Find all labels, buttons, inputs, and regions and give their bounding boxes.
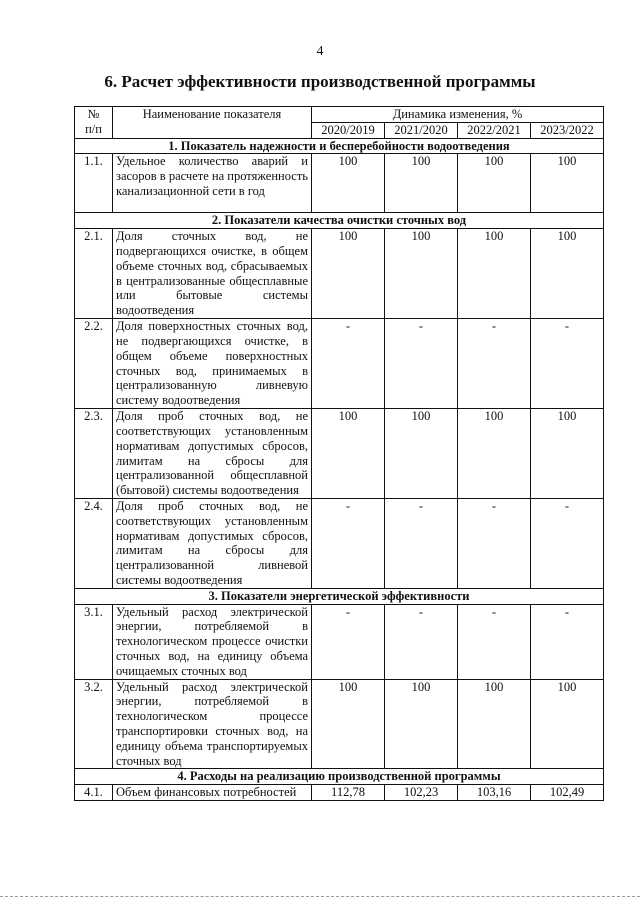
row-number: 2.3. [75,409,113,499]
section-title: 6. Расчет эффективности производственной программы [104,72,536,91]
dynamics-value: - [312,498,385,588]
dynamics-value: - [458,604,531,679]
dynamics-value: - [312,319,385,409]
row-number: 2.4. [75,498,113,588]
table-row [75,154,604,213]
dynamics-value: 102,23 [385,785,458,801]
page-number: 4 [316,44,324,59]
dynamics-value: 100 [385,154,458,213]
dynamics-value: 100 [312,229,385,319]
section-title: 2. Показатели качества очистки сточных вод [75,213,604,229]
dynamics-value: 100 [385,679,458,769]
dynamics-value: - [458,498,531,588]
dynamics-value: - [531,498,604,588]
section-row [75,588,604,604]
section-row [75,138,604,154]
table-row [75,785,604,801]
table-row [75,604,604,679]
indicator-name: Доля проб сточных вод, не соответствующих установленным нормативам допустимых сбросов, лимитам на сбросы для централизованной ливневой системы водоотведения [113,498,312,588]
dynamics-value: 100 [531,229,604,319]
row-number: 1.1. [75,154,113,213]
header-dynamics: Динамика изменения, % [312,107,604,123]
indicator-name: Удельный расход электрической энергии, потребляемой в технологическом процессе очистки сточных вод, на единицу объема очищаемых сточных вод [113,604,312,679]
table-row [75,229,604,319]
dynamics-value: 100 [458,229,531,319]
dynamics-value: - [531,604,604,679]
header-year: 2022/2021 [458,122,531,138]
dynamics-value: 100 [531,679,604,769]
header-year: 2021/2020 [385,122,458,138]
indicator-name: Удельный расход электрической энергии, потребляемой в технологическом процессе транспортировки сточных вод, на единицу объема транспортируемых сточных вод [113,679,312,769]
header-name: Наименование показателя [113,107,312,139]
table-header [75,107,604,139]
dynamics-value: 100 [458,154,531,213]
indicator-name: Доля сточных вод, не подвергающихся очистке, в общем объеме сточных вод, сбрасываемых в централизованные общесплавные или бытовые системы водоотведения [113,229,312,319]
dynamics-value: 100 [458,409,531,499]
table-row [75,498,604,588]
row-number: 4.1. [75,785,113,801]
dynamics-value: 100 [385,409,458,499]
section-row [75,769,604,785]
dynamics-value: 100 [531,409,604,499]
dynamics-value: - [385,498,458,588]
section-title: 4. Расходы на реализацию производственной программы [75,769,604,785]
dynamics-value: - [531,319,604,409]
row-number: 3.1. [75,604,113,679]
table-body [75,138,604,800]
row-number: 3.2. [75,679,113,769]
header-year: 2023/2022 [531,122,604,138]
dynamics-value: - [385,319,458,409]
dynamics-value: - [458,319,531,409]
dynamics-value: 100 [312,409,385,499]
header-year: 2020/2019 [312,122,385,138]
indicator-name: Объем финансовых потребностей [113,785,312,801]
dynamics-value: 112,78 [312,785,385,801]
indicator-name: Удельное количество аварий и засоров в расчете на протяженность канализационной сети в год [113,154,312,213]
dynamics-value: 100 [385,229,458,319]
dynamics-value: - [312,604,385,679]
table-row [75,679,604,769]
dynamics-value: 100 [312,679,385,769]
scan-edge [0,896,640,897]
row-number: 2.1. [75,229,113,319]
dynamics-value: - [385,604,458,679]
efficiency-table [74,106,604,801]
section-row [75,213,604,229]
dynamics-value: 100 [531,154,604,213]
dynamics-value: 102,49 [531,785,604,801]
dynamics-value: 103,16 [458,785,531,801]
indicator-name: Доля проб сточных вод, не соответствующих установленным нормативам допустимых сбросов, лимитам на сбросы для централизованной общесплавной (бытовой) системы водоотведения [113,409,312,499]
header-num: № п/п [75,107,113,139]
section-title: 3. Показатели энергетической эффективности [75,588,604,604]
section-title: 1. Показатель надежности и бесперебойности водоотведения [75,138,604,154]
row-number: 2.2. [75,319,113,409]
indicator-name: Доля поверхностных сточных вод, не подвергающихся очистке, в общем объеме поверхностных сточных вод, принимаемых в централизованную ливневую систему водоотведения [113,319,312,409]
table-row [75,319,604,409]
table-row [75,409,604,499]
dynamics-value: 100 [312,154,385,213]
dynamics-value: 100 [458,679,531,769]
